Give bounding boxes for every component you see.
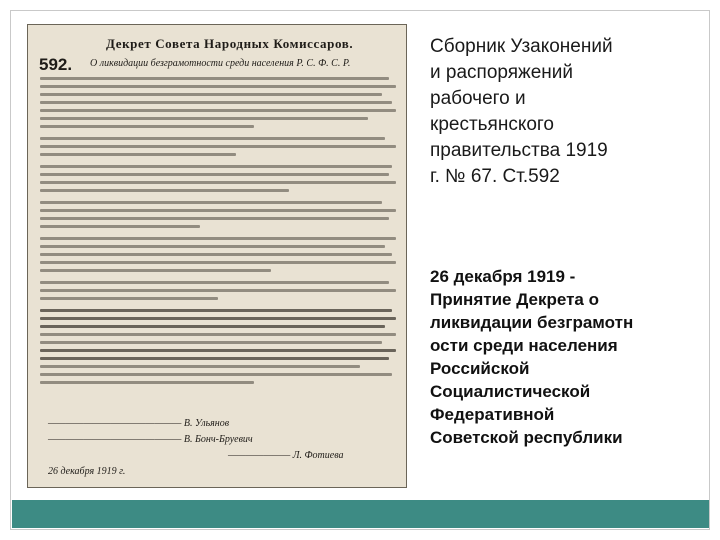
decree-date: 26 декабря 1919 г. (48, 466, 126, 477)
decree-number: 592. (39, 55, 73, 74)
decree-signature-2: ——————————————— В. Бонч-Бруевич (48, 434, 253, 445)
decree-title: Декрет Совета Народных Комиссаров. (106, 36, 354, 51)
decree-subtitle: О ликвидации безграмотности среди населения Р. С. Ф. С. Р. (90, 58, 351, 69)
decree-signature-1: ——————————————— В. Ульянов (48, 418, 230, 429)
slide-body-text: 26 декабря 1919 - Принятие Декрета о ликвидации безграмотн ости среди населения Российской Социалистической Федеративной Советской республики (430, 267, 634, 447)
decree-scan-image (27, 24, 407, 488)
footer-band (12, 500, 709, 528)
decree-body-text (40, 77, 396, 393)
decree-signature-3: ——————— Л. Фотиева (228, 450, 344, 461)
slide-heading: Сборник Узаконений и распоряжений рабочего и крестьянского правительства 1919 г. № 67. Ст.592 (430, 36, 613, 187)
